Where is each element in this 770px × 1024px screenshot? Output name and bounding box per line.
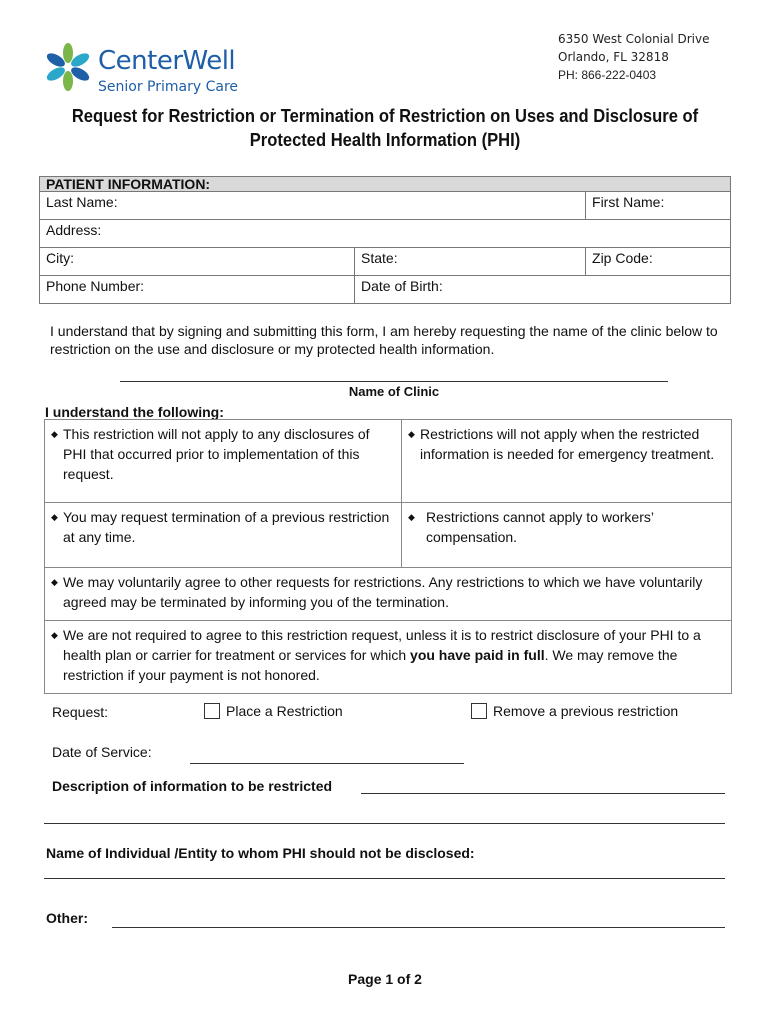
request-statement: I understand that by signing and submitting this form, I am hereby requesting the name of the clinic below to restriction on the use and disclosure or my protected health information.: [50, 323, 718, 357]
description-field-line-2[interactable]: [44, 823, 725, 824]
remove-restriction-checkbox[interactable]: [471, 703, 487, 719]
entity-name-label: Name of Individual /Entity to whom PHI should not be disclosed:: [46, 845, 475, 861]
logo-name: CenterWell: [98, 46, 236, 76]
phone-field[interactable]: Phone Number:: [40, 276, 355, 304]
title-line-1: Request for Restriction or Termination of Restriction on Uses and Disclosure of: [71, 106, 699, 126]
list-item: ◆ You may request termination of a previous restriction at any time.: [51, 509, 390, 545]
list-item: ◆ We are not required to agree to this restriction request, unless it is to restrict disclosure of your PHI to a health plan or carrier for treatment or services for which you have paid in full. We may remove the restriction if your payment is not honored.: [51, 627, 701, 683]
address-phone: PH: 866-222-0403: [558, 68, 657, 82]
clinic-name-line[interactable]: [120, 381, 668, 382]
page-number: Page 1 of 2: [348, 971, 422, 987]
state-field[interactable]: State:: [355, 248, 586, 276]
city-field[interactable]: City:: [40, 248, 355, 276]
clinic-address: [558, 30, 710, 84]
place-restriction-label: Place a Restriction: [226, 703, 343, 719]
description-field[interactable]: [361, 793, 725, 794]
patient-info-table: [39, 176, 731, 304]
place-restriction-checkbox[interactable]: [204, 703, 220, 719]
diamond-bullet-icon: ◆: [408, 512, 415, 522]
diamond-bullet-icon: ◆: [51, 630, 58, 640]
address-line-2: Orlando, FL 32818: [558, 50, 669, 64]
diamond-bullet-icon: ◆: [408, 429, 415, 439]
understand-heading: I understand the following:: [45, 404, 224, 420]
diamond-bullet-icon: ◆: [51, 429, 58, 439]
place-restriction-option[interactable]: [204, 703, 343, 719]
entity-name-field[interactable]: [44, 878, 725, 879]
diamond-bullet-icon: ◆: [51, 512, 58, 522]
first-name-field[interactable]: First Name:: [586, 192, 731, 220]
remove-restriction-label: Remove a previous restriction: [493, 703, 679, 719]
date-of-service-label: Date of Service:: [52, 744, 152, 760]
list-item: ◆ We may voluntarily agree to other requests for restrictions. Any restrictions to which we have voluntarily agreed may be terminated by informing you of the termination.: [51, 574, 703, 610]
other-label: Other:: [46, 910, 88, 926]
centerwell-logo: [44, 38, 254, 96]
zip-field[interactable]: Zip Code:: [586, 248, 731, 276]
description-label: Description of information to be restricted: [52, 778, 333, 794]
last-name-field[interactable]: Last Name:: [40, 192, 586, 220]
diamond-bullet-icon: ◆: [51, 577, 58, 587]
flower-logo-icon: [44, 38, 94, 96]
patient-info-heading: PATIENT INFORMATION:: [40, 177, 731, 192]
list-item: ◆ This restriction will not apply to any disclosures of PHI that occurred prior to implementation of this request.: [51, 426, 370, 482]
list-item: ◆ Restrictions cannot apply to workers’ compensation.: [408, 509, 654, 545]
form-title: [68, 104, 703, 152]
remove-restriction-option[interactable]: [471, 703, 678, 719]
request-label: Request:: [52, 704, 109, 720]
title-line-2: Protected Health Information (PHI): [249, 130, 521, 150]
clinic-name-label: Name of Clinic: [348, 384, 440, 399]
understand-table: [44, 419, 732, 694]
dob-field[interactable]: Date of Birth:: [355, 276, 731, 304]
list-item: ◆ Restrictions will not apply when the restricted information is needed for emergency treatment.: [408, 426, 715, 462]
date-of-service-field[interactable]: [190, 763, 464, 764]
address-line-1: 6350 West Colonial Drive: [558, 32, 710, 46]
other-field[interactable]: [112, 927, 725, 928]
address-field[interactable]: Address:: [40, 220, 731, 248]
logo-subtitle: Senior Primary Care: [98, 79, 238, 95]
